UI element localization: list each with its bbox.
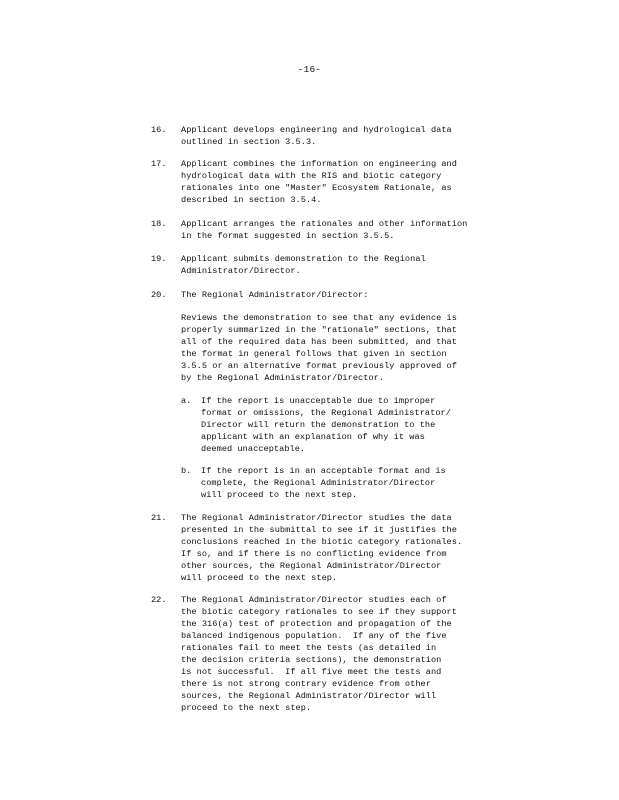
item-22-number: 22.: [151, 595, 167, 605]
item-16-number: 16.: [151, 125, 167, 135]
item-16-line-1: Applicant develops engineering and hydrological data: [181, 125, 452, 135]
item-20-number: 20.: [151, 290, 167, 300]
item-20-sub-b-line-3: will proceed to the next step.: [201, 490, 358, 500]
item-18-line-2: in the format suggested in section 3.5.5.: [181, 231, 395, 241]
item-17-number: 17.: [151, 159, 167, 169]
item-20-sub-a-letter: a.: [181, 396, 192, 406]
item-20-sub-a-line-4: applicant with an explanation of why it was: [201, 432, 425, 442]
item-17-line-4: described in section 3.5.4.: [181, 195, 322, 205]
item-20-sub-a-line-1: If the report is unacceptable due to improper: [201, 396, 436, 406]
item-20-sub-b-line-1: If the report is in an acceptable format and is: [201, 466, 446, 476]
item-22-line-4: balanced indigenous population. If any of the five: [181, 631, 447, 641]
item-21-number: 21.: [151, 513, 167, 523]
item-22-line-5: rationales fail to meet the tests (as detailed in: [181, 643, 437, 653]
item-21-line-3: conclusions reached in the biotic category rationales.: [181, 537, 463, 547]
item-20-line-1: The Regional Administrator/Director:: [181, 290, 369, 300]
item-22-line-6: the decision criteria sections), the demonstration: [181, 655, 442, 665]
item-21-line-1: The Regional Administrator/Director studies the data: [181, 513, 452, 523]
item-19-number: 19.: [151, 254, 167, 264]
item-20-paragraph-line-5: 3.5.5 or an alternative format previously approved of: [181, 361, 457, 371]
item-22-line-9: sources, the Regional Administrator/Director will: [181, 691, 437, 701]
item-22-line-3: the 316(a) test of protection and propagation of the: [181, 619, 452, 629]
item-22-line-1: The Regional Administrator/Director studies each of: [181, 595, 447, 605]
item-20-paragraph-line-4: the format in general follows that given in section: [181, 349, 447, 359]
item-22-line-7: is not successful. If all five meet the tests and: [181, 667, 442, 677]
item-19-line-1: Applicant submits demonstration to the Regional: [181, 254, 426, 264]
item-20-sub-a-line-5: deemed unacceptable.: [201, 444, 306, 454]
item-22-line-10: proceed to the next step.: [181, 703, 312, 713]
item-20-sub-b-letter: b.: [181, 466, 192, 476]
item-16-line-2: outlined in section 3.5.3.: [181, 137, 317, 147]
item-20-paragraph-line-3: all of the required data has been submitted, and that: [181, 337, 457, 347]
item-20-sub-a-line-3: Director will return the demonstration to the: [201, 420, 436, 430]
item-21-line-2: presented in the submittal to see if it justifies the: [181, 525, 457, 535]
item-22-line-2: the biotic category rationales to see if they support: [181, 607, 457, 617]
item-17-line-1: Applicant combines the information on engineering and: [181, 159, 457, 169]
item-21-line-5: other sources, the Regional Administrator/Director: [181, 561, 442, 571]
item-19-line-2: Administrator/Director.: [181, 266, 301, 276]
item-21-line-4: If so, and if there is no conflicting evidence from: [181, 549, 447, 559]
item-17-line-3: rationales into one "Master" Ecosystem Rationale, as: [181, 183, 452, 193]
item-20-sub-b-line-2: complete, the Regional Administrator/Director: [201, 478, 436, 488]
item-20-paragraph-line-6: by the Regional Administrator/Director.: [181, 373, 385, 383]
item-20-sub-a-line-2: format or omissions, the Regional Administrator/: [201, 408, 451, 418]
item-20-paragraph-line-2: properly summarized in the "rationale" sections, that: [181, 325, 457, 335]
item-20-paragraph-line-1: Reviews the demonstration to see that any evidence is: [181, 313, 457, 323]
item-18-number: 18.: [151, 219, 167, 229]
item-21-line-6: will proceed to the next step.: [181, 573, 338, 583]
item-18-line-1: Applicant arranges the rationales and other information: [181, 219, 468, 229]
item-22-line-8: there is not strong contrary evidence from other: [181, 679, 431, 689]
page-number: -16-: [297, 64, 322, 75]
item-17-line-2: hydrological data with the RIS and biotic category: [181, 171, 442, 181]
